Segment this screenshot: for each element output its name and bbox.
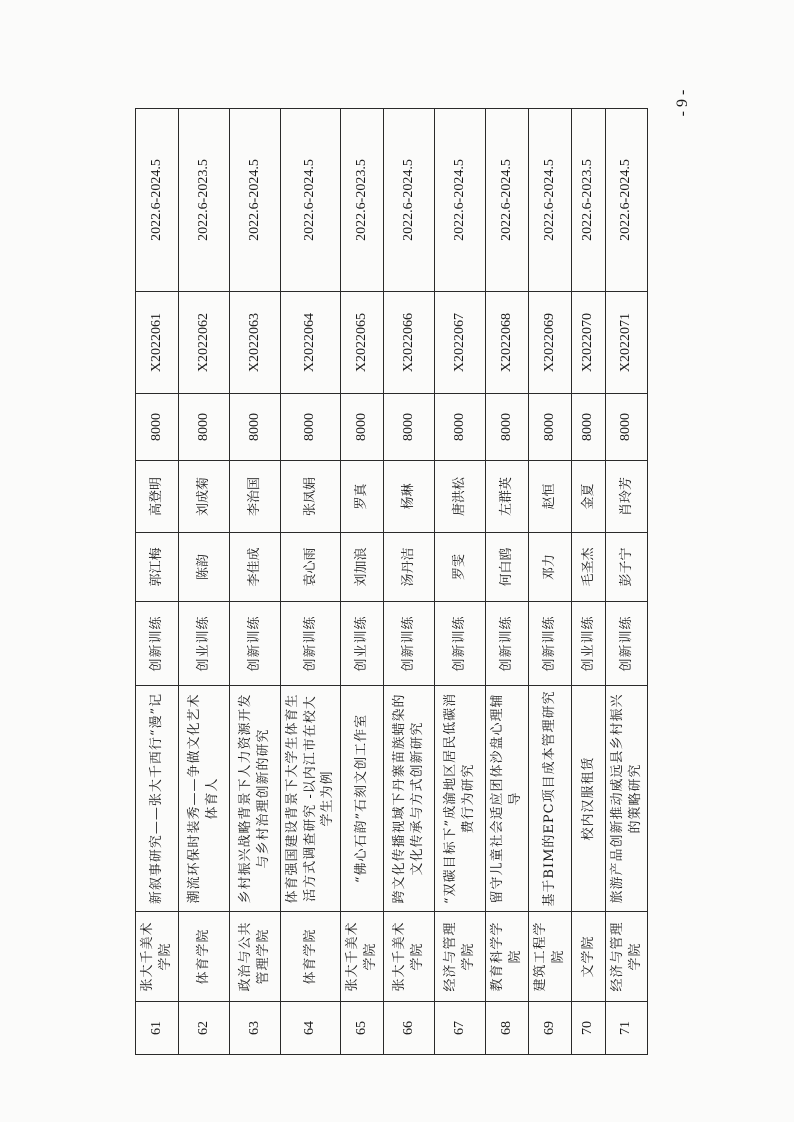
advisor-cell: 罗真 [341,461,384,533]
table-row [529,109,572,1055]
leader-cell: 彭子宁 [606,533,648,602]
table-row [179,109,230,1055]
college-cell: 教育科学学院 [486,912,529,1002]
project-title-cell: 潮流环保时装秀——争做文化艺术体育人 [179,686,230,912]
table-row [136,109,179,1055]
project-code-cell: X2022062 [179,292,230,394]
amount-cell: 8000 [384,394,435,461]
amount-cell: 8000 [341,394,384,461]
amount-cell: 8000 [281,394,341,461]
leader-cell: 刘加浪 [341,533,384,602]
rotated-table-wrapper [135,109,647,1055]
leader-cell: 陈韵 [179,533,230,602]
college-cell: 经济与管理学院 [435,912,486,1002]
project-table [135,108,648,1055]
table-row [435,109,486,1055]
college-cell: 文学院 [572,912,606,1002]
project-code-cell: X2022065 [341,292,384,394]
project-title-cell: 基于BIM的EPC项目成本管理研究 [529,686,572,912]
project-type-cell: 创新训练 [606,602,648,686]
advisor-cell: 杨琳 [384,461,435,533]
leader-cell: 袁心雨 [281,533,341,602]
project-title-cell: 跨文化传播视域下丹寨苗族蜡染的文化传承与方式创新研究 [384,686,435,912]
project-type-cell: 创业训练 [179,602,230,686]
advisor-cell: 赵恒 [529,461,572,533]
amount-cell: 8000 [572,394,606,461]
table-body [136,109,648,1055]
row-number: 65 [341,1002,384,1055]
college-cell: 张大千美术学院 [341,912,384,1002]
period-cell: 2022.6-2024.5 [384,109,435,292]
advisor-cell: 左群英 [486,461,529,533]
row-number: 62 [179,1002,230,1055]
row-number: 61 [136,1002,179,1055]
leader-cell: 罗雯 [435,533,486,602]
project-title-cell: “双碳目标下”成渝地区居民低碳消费行为研究 [435,686,486,912]
amount-cell: 8000 [435,394,486,461]
leader-cell: 邓力 [529,533,572,602]
table-row [230,109,281,1055]
project-type-cell: 创新训练 [281,602,341,686]
advisor-cell: 刘成菊 [179,461,230,533]
row-number: 63 [230,1002,281,1055]
project-type-cell: 创新训练 [384,602,435,686]
college-cell: 张大千美术学院 [136,912,179,1002]
project-type-cell: 创业训练 [341,602,384,686]
college-cell: 张大千美术学院 [384,912,435,1002]
project-code-cell: X2022066 [384,292,435,394]
period-cell: 2022.6-2024.5 [281,109,341,292]
table-row [384,109,435,1055]
college-cell: 建筑工程学院 [529,912,572,1002]
project-type-cell: 创业训练 [572,602,606,686]
period-cell: 2022.6-2024.5 [486,109,529,292]
table-row [572,109,606,1055]
project-code-cell: X2022061 [136,292,179,394]
project-code-cell: X2022070 [572,292,606,394]
project-type-cell: 创新训练 [435,602,486,686]
project-code-cell: X2022067 [435,292,486,394]
amount-cell: 8000 [179,394,230,461]
advisor-cell: 张凤娟 [281,461,341,533]
period-cell: 2022.6-2023.5 [179,109,230,292]
period-cell: 2022.6-2024.5 [435,109,486,292]
project-title-cell: 体育强国建设背景下大学生体育生活方式调查研究 -以内江市在校大学生为例 [281,686,341,912]
advisor-cell: 唐洪松 [435,461,486,533]
project-title-cell: 校内汉服租赁 [572,686,606,912]
period-cell: 2022.6-2023.5 [572,109,606,292]
project-title-cell: 留守儿童社会适应团体沙盘心理辅导 [486,686,529,912]
table-row [281,109,341,1055]
amount-cell: 8000 [486,394,529,461]
amount-cell: 8000 [606,394,648,461]
project-type-cell: 创新训练 [486,602,529,686]
leader-cell: 李佳成 [230,533,281,602]
row-number: 64 [281,1002,341,1055]
leader-cell: 郭江梅 [136,533,179,602]
table-row [606,109,648,1055]
college-cell: 经济与管理学院 [606,912,648,1002]
page-number: - 9 - [674,89,691,117]
project-type-cell: 创新训练 [136,602,179,686]
period-cell: 2022.6-2024.5 [230,109,281,292]
period-cell: 2022.6-2024.5 [136,109,179,292]
college-cell: 体育学院 [179,912,230,1002]
amount-cell: 8000 [529,394,572,461]
row-number: 70 [572,1002,606,1055]
project-code-cell: X2022068 [486,292,529,394]
project-title-cell: 旅游产品创新推动威远县乡村振兴的策略研究 [606,686,648,912]
project-title-cell: 乡村振兴战略背景下人力资源开发与乡村治理创新的研究 [230,686,281,912]
advisor-cell: 李治国 [230,461,281,533]
college-cell: 体育学院 [281,912,341,1002]
project-type-cell: 创新训练 [230,602,281,686]
project-title-cell: 新叙事研究——张大千西行“漫”记 [136,686,179,912]
row-number: 67 [435,1002,486,1055]
leader-cell: 汤丹洁 [384,533,435,602]
advisor-cell: 高登明 [136,461,179,533]
table-row [486,109,529,1055]
amount-cell: 8000 [230,394,281,461]
table-row [341,109,384,1055]
college-cell: 政治与公共管理学院 [230,912,281,1002]
amount-cell: 8000 [136,394,179,461]
period-cell: 2022.6-2024.5 [606,109,648,292]
period-cell: 2022.6-2023.5 [341,109,384,292]
project-type-cell: 创新训练 [529,602,572,686]
row-number: 69 [529,1002,572,1055]
project-code-cell: X2022069 [529,292,572,394]
row-number: 68 [486,1002,529,1055]
project-code-cell: X2022071 [606,292,648,394]
advisor-cell: 金夏 [572,461,606,533]
project-code-cell: X2022064 [281,292,341,394]
row-number: 71 [606,1002,648,1055]
advisor-cell: 肖玲芳 [606,461,648,533]
project-code-cell: X2022063 [230,292,281,394]
leader-cell: 毛圣杰 [572,533,606,602]
project-title-cell: “佛心石韵”石刻文创工作室 [341,686,384,912]
period-cell: 2022.6-2024.5 [529,109,572,292]
leader-cell: 何白鸥 [486,533,529,602]
row-number: 66 [384,1002,435,1055]
